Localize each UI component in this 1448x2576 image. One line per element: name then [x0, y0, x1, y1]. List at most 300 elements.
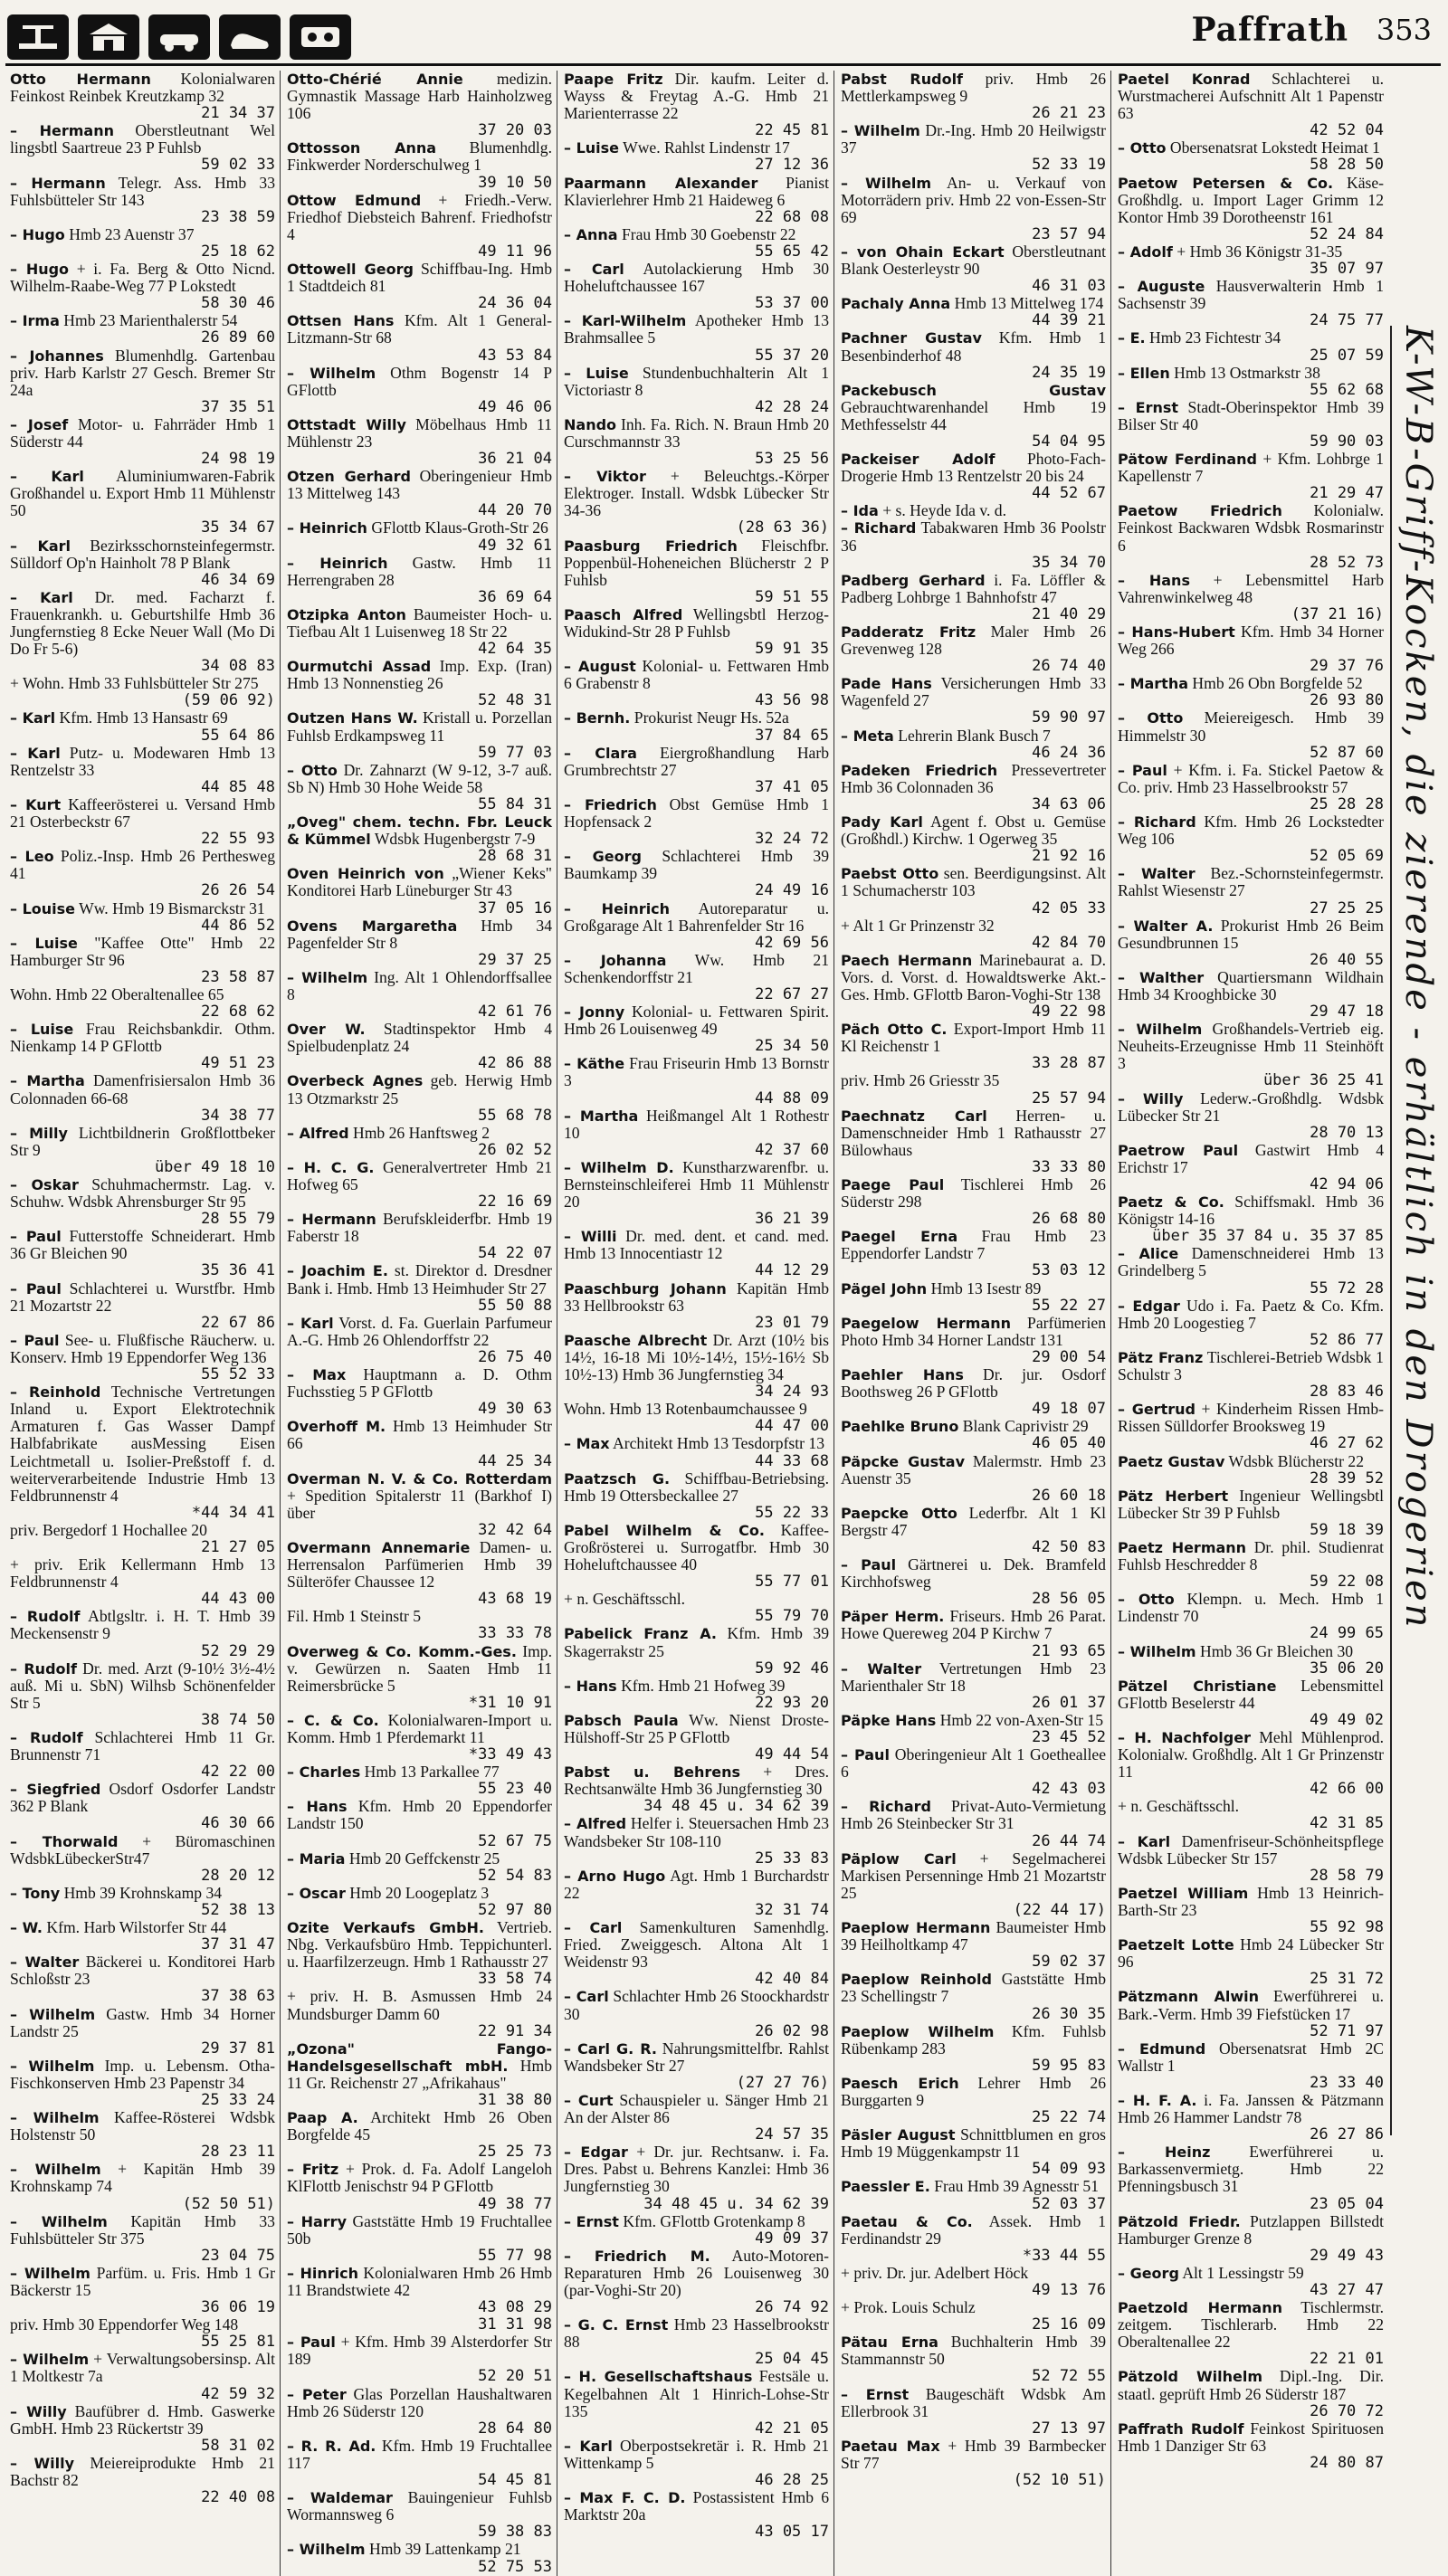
directory-entry	[841, 2178, 1106, 2212]
entry-name: – Hermann	[287, 1211, 376, 1229]
entry-details: Kfm. GFlottb Grotenkamp 8	[623, 2211, 805, 2230]
entry-details: Hmb 39 Krohnskamp 34	[63, 1883, 223, 1902]
entry-details: i. Fa. Janssen & Pätzmann Hmb 26 Hammer Landstr 78	[1118, 2090, 1384, 2127]
entry-name: – Karl	[287, 1314, 334, 1332]
phone-number: 28 55 79	[201, 1210, 275, 1229]
entry-details: Hauptmann a. D. Othm Fuchsstieg 5 P GFlottb	[287, 1365, 552, 1402]
entry-details: Damenfriseur-Schönheitspflege Wdsbk Lübecker Str 157	[1118, 1831, 1384, 1868]
phone-number: 33 33 80	[1032, 1157, 1106, 1176]
entry-name: – Peter	[287, 2385, 347, 2403]
directory-entry	[1118, 1021, 1384, 1089]
directory-entry	[564, 658, 829, 709]
entry-details: Stadt-Oberinspektor Hmb 39 Bilser Str 40	[1118, 397, 1384, 433]
phone-number: 52 54 83	[478, 1866, 552, 1885]
entry-name: Oven Heinrich von	[287, 865, 444, 883]
entry-details: Lederfbr. Alt 1 Kl Bergstr 47	[841, 1503, 1107, 1539]
directory-entry	[287, 468, 552, 519]
entry-details: Imp. v. Gewürzen n. Saaten Hmb 11 Reimersbrücke 5	[287, 1641, 552, 1695]
entry-details: Frau Reichsbankdir. Othm. Nienkamp 14 P GFlottb	[10, 1020, 275, 1056]
directory-entry	[10, 745, 275, 796]
directory-entry	[841, 1107, 1106, 1176]
entry-details: Vertrieb. Nbg. Verkaufsbüro Hmb. Teppichunterl. u. Haarfilzerzeugn. Hmb 1 Rathausstr 27	[287, 1918, 552, 1972]
entry-name: – Ellen	[1118, 364, 1170, 382]
phone-number: 23 04 75	[201, 2246, 275, 2265]
directory-entry	[564, 796, 829, 848]
entry-details: Tischlerei Hmb 26 Süderstr 298	[841, 1175, 1106, 1212]
entry-name: – H. Nachfolger	[1118, 1729, 1251, 1746]
directory-entry	[1118, 1488, 1384, 1539]
phone-number: 42 84 70	[1032, 933, 1106, 952]
phone-number: 42 37 60	[755, 1140, 829, 1159]
phone-number: 55 50 88	[478, 1296, 552, 1315]
directory-entry	[564, 1919, 829, 1988]
entry-name: – Ernst	[1118, 398, 1179, 416]
entry-details: Kfm. Hmb 39 Skagerrakstr 25	[564, 1624, 830, 1660]
phone-number: 25 33 24	[201, 2090, 275, 2109]
entry-details: Dr. med. dent. et cand. med. Hmb 13 Innocentiastr 12	[564, 1227, 829, 1263]
phone-number: (59 06 92)	[182, 691, 275, 710]
entry-name: – Willy	[1118, 1089, 1184, 1107]
entry-details: + Kfm. Hmb 39 Alsterdorfer Str 189	[287, 2333, 552, 2369]
phone-number: 23 05 04	[1310, 2194, 1384, 2213]
entry-name: Pätau Erna	[841, 2334, 938, 2352]
entry-name: Paesch Erich	[841, 2074, 959, 2092]
entry-details: Wohn. Hmb 22 Oberaltenallee 65	[10, 984, 224, 1003]
entry-details: Pianist Klavierlehrer Hmb 21 Haideweg 6	[564, 173, 829, 209]
phone-number: 25 33 83	[755, 1849, 829, 1868]
entry-details: Ingenieur Wellingsbtl Lübecker Str 39 P Fuhlsb	[1118, 1486, 1384, 1522]
entry-name: – Bernh.	[564, 709, 631, 727]
entry-name: – Walter	[10, 1953, 80, 1972]
phone-number: 28 58 79	[1310, 1866, 1384, 1885]
directory-entry	[1118, 502, 1384, 571]
entry-name: Ourmutchi Assad	[287, 658, 432, 676]
entry-name: – Edgar	[1118, 1297, 1180, 1315]
directory-entry	[10, 1332, 275, 1383]
entry-name: – Reinhold	[10, 1383, 101, 1402]
entry-name: – Rudolf	[10, 1729, 83, 1746]
entry-name: – Willi	[564, 1228, 617, 1246]
directory-entry	[564, 848, 829, 899]
entry-details: Mehl Mühlenprod. Kolonialw. Großhdlg. Alt 1 Gr Prinzenstr 11	[1118, 1728, 1384, 1782]
entry-name: – Curt	[564, 2091, 614, 2109]
phone-number: 42 22 00	[201, 1763, 275, 1782]
entry-details: Fil. Hmb 1 Steinstr 5	[287, 1607, 422, 1626]
directory-entry	[287, 2109, 552, 2161]
phone-number: 59 92 46	[755, 1659, 829, 1678]
directory-entry	[1118, 139, 1384, 174]
column-1	[7, 71, 281, 2576]
phone-number: 43 05 17	[755, 2523, 829, 2542]
phone-number: 49 46 06	[478, 397, 552, 416]
directory-entry	[564, 1678, 829, 1712]
entry-details: Tischlermstr. zeitgem. Tischlerarb. Hmb 22 Oberaltenallee 22	[1118, 2298, 1384, 2352]
entry-name: – Paul	[1118, 761, 1167, 779]
directory-entry	[1118, 1678, 1384, 1729]
directory-entry	[287, 606, 552, 658]
entry-name: Päch Otto C.	[841, 1021, 948, 1039]
directory-entry	[10, 1021, 275, 1072]
directory-entry	[841, 295, 1106, 329]
entry-name: Paasch Alfred	[564, 605, 683, 623]
entry-name: – Edmund	[1118, 2039, 1206, 2058]
phone-number: 55 64 86	[201, 726, 275, 745]
entry-details: Blumenhdlg. Gartenbau priv. Harb Karlstr 27 Gesch. Bremer Str 24a	[10, 346, 275, 399]
phone-number: 44 47 00	[755, 1417, 829, 1436]
directory-entry	[841, 2023, 1106, 2075]
directory-entry	[287, 416, 552, 468]
directory-entry	[841, 1660, 1106, 1712]
entry-details: „Wiener Keks" Konditorei Harb Lüneburger Str 43	[287, 864, 552, 900]
directory-entry	[564, 2248, 829, 2316]
entry-name: – Wilhelm	[841, 174, 932, 192]
entry-name: – Maria	[287, 1849, 346, 1868]
directory-entry	[841, 1608, 1106, 1659]
directory-entry	[10, 2109, 275, 2161]
phone-number: 53 03 12	[1032, 1261, 1106, 1280]
entry-name: Paechnatz Carl	[841, 1107, 987, 1125]
entry-details: Oberpostsekretär i. R. Hmb 21 Wittenkamp 5	[564, 2436, 829, 2472]
directory-entry	[841, 2265, 1106, 2299]
phone-number: 44 20 70	[478, 501, 552, 520]
directory-entry	[10, 848, 275, 899]
phone-number: 21 27 05	[201, 1537, 275, 1556]
entry-details: Dir. kaufm. Leiter d. Wayss & Freytag A.-G. Hmb 21 Marienterrasse 22	[564, 70, 829, 123]
entry-details: + priv. H. B. Asmussen Hmb 24 Mundsburger Damm 60	[287, 1987, 552, 2023]
entry-details: Obst Gemüse Hmb 1 Hopfensack 2	[564, 794, 829, 832]
entry-name: Pätzel Christiane	[1118, 1677, 1277, 1695]
directory-entry	[10, 796, 275, 848]
directory-entry	[841, 1556, 1106, 1608]
phone-number: 54 22 07	[478, 1244, 552, 1263]
directory-entry	[287, 969, 552, 1021]
entry-name: – Walter	[841, 1659, 922, 1678]
entry-name: Pätz Herbert	[1118, 1487, 1229, 1505]
phone-number: 24 36 04	[478, 294, 552, 313]
entry-details: Architekt Hmb 13 Tesdorpfstr 13	[613, 1434, 825, 1453]
entry-details: Baugeschäft Wdsbk Am Ellerbrook 31	[841, 2384, 1106, 2420]
entry-name: Paape Fritz	[564, 71, 663, 88]
entry-details: Kfm. Hmb 26 Lockstedter Weg 106	[1118, 813, 1385, 849]
entry-name: Paetzold Hermann	[1118, 2299, 1282, 2317]
phone-number: 49 49 02	[1310, 1710, 1384, 1729]
phone-number: 22 93 20	[755, 1693, 829, 1712]
directory-entry	[1118, 1193, 1384, 1245]
entry-name: – Arno Hugo	[564, 1867, 666, 1885]
entry-details: Schlachter Hmb 26 Stoockhardstr 30	[564, 1987, 829, 2023]
phone-number: (28 63 36)	[736, 518, 829, 537]
directory-entry	[287, 1608, 552, 1642]
entry-name: Overmann Annemarie	[287, 1538, 471, 1556]
phone-number: 42 40 84	[755, 1970, 829, 1989]
entry-details: Hmb 39 Lattenkamp 21	[369, 2540, 521, 2559]
directory-entry	[841, 813, 1106, 865]
directory-entry	[10, 2161, 275, 2212]
phone-number: 59 77 03	[478, 743, 552, 762]
phone-number: *33 44 55	[1022, 2246, 1106, 2265]
directory-entry	[1118, 1729, 1384, 1798]
entry-details: Festsäle u. Kegelbahnen Alt 1 Hinrich-Lohse-Str 135	[564, 2367, 829, 2420]
entry-details: Lehrer Hmb 26 Burggarten 9	[841, 2073, 1106, 2109]
entry-details: + Hmb 39 Barmbecker Str 77	[841, 2436, 1106, 2472]
entry-details: Autoreparatur u. Großgarage Alt 1 Bahrenfelder Str 16	[564, 898, 829, 935]
phone-number: 27 25 25	[1310, 898, 1384, 917]
phone-number: 26 01 37	[1032, 1693, 1106, 1712]
phone-number: 35 36 41	[201, 1261, 275, 1280]
entry-details: Architekt Hmb 26 Oben Borgfelde 45	[287, 2108, 552, 2144]
entry-name: – Wilhelm	[10, 2264, 90, 2282]
phone-number: 55 72 28	[1310, 1278, 1384, 1298]
phone-number: 53 25 56	[755, 450, 829, 469]
directory-entry	[1118, 1643, 1384, 1678]
phone-number: 46 31 03	[1032, 277, 1106, 296]
directory-entry	[564, 709, 829, 744]
phone-number: 59 91 35	[755, 640, 829, 659]
entry-details: Vertretungen Hmb 23 Marienthaler Str 18	[841, 1659, 1106, 1695]
entry-details: Oberingenieur Hmb 13 Mittelweg 143	[287, 467, 552, 503]
directory-entry	[841, 2386, 1106, 2438]
directory-entry	[10, 2006, 275, 2058]
phone-number: 59 18 39	[1310, 1520, 1384, 1539]
directory-entry	[564, 1435, 829, 1469]
entry-name: – Walter A.	[1118, 917, 1214, 935]
entry-details: priv. Bergedorf 1 Hochallee 20	[10, 1520, 207, 1539]
entry-name: – Alfred	[287, 1124, 349, 1142]
directory-entry	[564, 2438, 829, 2489]
phone-number: 34 48 45 u. 34 62 39	[643, 2194, 829, 2213]
phone-number: 22 67 27	[755, 984, 829, 1003]
entry-name: Pabst u. Behrens	[564, 1763, 741, 1782]
directory-entry	[564, 1625, 829, 1677]
entry-name: – Karl-Wilhelm	[564, 312, 687, 330]
entry-name: – Rudolf	[10, 1608, 81, 1626]
entry-name: Pabst Rudolf	[841, 71, 964, 88]
phone-number: 43 56 98	[755, 691, 829, 710]
phone-number: 36 21 39	[755, 1210, 829, 1229]
entry-details: Schlachterei Hmb 39 Baumkamp 39	[564, 847, 830, 883]
phone-number: 29 47 18	[1310, 1003, 1384, 1022]
page-title: Paffrath	[1191, 11, 1348, 49]
phone-number: 29 49 43	[1310, 2246, 1384, 2265]
entry-details: Kfm. Hmb 21 Hofweg 39	[621, 1676, 786, 1695]
entry-details: Kfm. Hmb 20 Eppendorfer Landstr 150	[287, 1797, 552, 1833]
entry-name: – Wilhelm	[287, 364, 376, 382]
phone-number: 49 22 98	[1032, 1003, 1106, 1022]
entry-name: Paebst Otto	[841, 865, 939, 883]
phone-number: 28 70 13	[1310, 1123, 1384, 1142]
entry-details: + priv. Dr. jur. Adelbert Höck	[841, 2263, 1029, 2282]
directory-entry	[10, 71, 275, 122]
entry-details: Kristall u. Porzellan Fuhlsb Erdkampsweg 11	[287, 708, 552, 745]
entry-details: + Kinderheim Rissen Hmb-Rissen Sülldorfer Brooksweg 19	[1118, 1400, 1385, 1436]
phone-number: 49 13 76	[1032, 2281, 1106, 2299]
directory-entry	[287, 709, 552, 761]
entry-details: Hmb 13 Heimhuder Str 66	[287, 1417, 553, 1453]
phone-number: 59 95 83	[1032, 2056, 1106, 2075]
entry-details: Samenkulturen Samenhdlg. Fried. Zweiggesch. Altona Alt 1 Weidenstr 93	[564, 1918, 829, 1972]
entry-name: – Ernst	[564, 2212, 619, 2230]
entry-name: Overbeck Agnes	[287, 1072, 424, 1090]
entry-details: Lichtbildnerin Großflottbeker Str 9	[10, 1123, 275, 1159]
entry-name: – Kurt	[10, 795, 62, 813]
phone-number: 25 04 45	[755, 2350, 829, 2369]
directory-entry	[841, 329, 1106, 381]
entry-name: – Paul	[841, 1746, 890, 1764]
entry-name: Paepcke Otto	[841, 1504, 957, 1522]
phone-number: 22 21 01	[1310, 2350, 1384, 2369]
directory-entry	[10, 312, 275, 347]
entry-name: Paasburg Friedrich	[564, 537, 738, 555]
entry-name: – Viktor	[564, 468, 646, 486]
entry-details: Kaffee-Großrösterei u. Surrogatfbr. Hmb 30 Hoheluftchaussee 40	[564, 1520, 829, 1574]
entry-details: Kolonialwaren Feinkost Reinbek Kreutzkamp 32	[10, 70, 275, 106]
directory-entry	[1118, 1401, 1384, 1452]
entry-details: Kapitän Hmb 33 Hellbrookstr 63	[564, 1278, 829, 1315]
entry-details: Bauingenieur Fuhlsb Wormannsweg 6	[287, 2488, 553, 2524]
directory-columns	[7, 70, 1388, 2576]
entry-name: – Wilhelm	[10, 2109, 100, 2127]
phone-number: 44 88 09	[755, 1088, 829, 1107]
entry-name: Otzen Gerhard	[287, 468, 411, 486]
phone-number: 59 90 03	[1310, 432, 1384, 451]
entry-details: + n. Geschäftsschl.	[564, 1590, 686, 1609]
entry-name: Paatzsch G.	[564, 1469, 671, 1488]
entry-details: Baufübrer d. Hmb. Gaswerke GmbH. Hmb 23 Rückertstr 39	[10, 2401, 275, 2438]
directory-entry	[564, 2040, 829, 2092]
directory-entry	[841, 1505, 1106, 1556]
entry-name: – von Ohain Eckart	[841, 242, 1005, 261]
directory-entry	[10, 1522, 275, 1556]
entry-name: Päpcke Gustav	[841, 1452, 966, 1470]
entry-details: Hmb 23 Auenstr 37	[69, 224, 195, 243]
phone-number: (52 50 51)	[182, 2194, 275, 2213]
directory-entry	[1118, 2265, 1384, 2299]
phone-number: 26 74 92	[755, 2298, 829, 2317]
phone-number: 24 99 65	[1310, 1624, 1384, 1643]
phone-number: 43 27 47	[1310, 2281, 1384, 2299]
phone-number: 55 65 42	[755, 242, 829, 261]
entry-details: Hmb 26 Hanftsweg 2	[353, 1123, 490, 1142]
directory-entry	[1118, 1936, 1384, 1988]
directory-entry	[287, 555, 552, 606]
entry-name: Pätzmann Alwin	[1118, 1988, 1259, 2006]
entry-details: Blank Caprivistr 29	[962, 1417, 1089, 1436]
phone-number: 52 24 84	[1310, 224, 1384, 243]
entry-name: – Louise	[10, 899, 76, 917]
phone-number: 26 93 80	[1310, 691, 1384, 710]
directory-entry	[10, 347, 275, 416]
entry-details: Tischlerei-Betrieb Wdsbk 1 Schulstr 3	[1118, 1347, 1384, 1384]
entry-name: – Heinz	[1118, 2143, 1211, 2162]
directory-entry	[841, 917, 1106, 952]
directory-entry	[1118, 71, 1384, 139]
entry-details: Gastwirt Hmb 4 Erichstr 17	[1118, 1140, 1385, 1176]
entry-details: + n. Geschäftsschl.	[1118, 1797, 1240, 1816]
directory-entry	[564, 416, 829, 468]
entry-name: Paech Hermann	[841, 951, 973, 969]
entry-name: Paarmann Alexander	[564, 174, 758, 192]
entry-name: Ottowell Georg	[287, 261, 414, 279]
directory-entry	[1118, 969, 1384, 1021]
entry-details: Bez.-Schornsteinfegermstr. Rahlst Wiesenstr 27	[1118, 864, 1384, 900]
phone-number: 52 29 29	[201, 1641, 275, 1660]
directory-entry	[841, 1176, 1106, 1228]
entry-name: – Paul	[287, 2334, 336, 2352]
phone-number: 23 58 87	[201, 967, 275, 986]
phone-number: 52 20 51	[478, 2367, 552, 2386]
directory-entry	[1118, 917, 1384, 969]
directory-entry	[841, 1280, 1106, 1315]
entry-details: Wdsbk Hugenbergstr 7-9	[374, 830, 536, 849]
entry-details: Agent f. Obst u. Gemüse (Großhdl.) Kirchw. 1 Ogerweg 35	[841, 813, 1106, 849]
entry-name: – H. Gesellschaftshaus	[564, 2368, 753, 2386]
entry-name: – Paul	[10, 1331, 60, 1349]
entry-details: + s. Heyde Ida v. d.	[882, 501, 1006, 520]
entry-name: – Wilhelm	[287, 968, 368, 986]
phone-number: 55 68 78	[478, 1106, 552, 1125]
entry-details: Schlachterei Hmb 11 Gr. Brunnenstr 71	[10, 1728, 276, 1764]
directory-entry	[287, 2438, 552, 2489]
entry-details: Ewerführerei u. Bark.-Verm. Hmb 39 Fiefstücken 17	[1118, 1987, 1384, 2023]
entry-details: Schlachterei u. Wurstfbr. Hmb 21 Mozartstr 22	[10, 1278, 275, 1315]
entry-details: Schiffbau-Betriebsing. Hmb 19 Ottersbeckallee 27	[564, 1469, 829, 1505]
phone-number: 22 16 69	[478, 1193, 552, 1212]
entry-name: Packebusch Gustav	[841, 381, 1106, 399]
phone-number: 37 31 47	[201, 1935, 275, 1954]
phone-number: 26 26 54	[201, 881, 275, 900]
entry-name: – Walter	[1118, 865, 1196, 883]
entry-details: + Segelmacherei Markisen Persenninge Hmb 21 Mozartstr 25	[841, 1849, 1106, 1902]
entry-name: – Alice	[1118, 1245, 1179, 1263]
entry-details: Blumenhdlg. Finkwerder Norderschulweg 1	[287, 138, 552, 175]
entry-name: – Hans	[287, 1798, 348, 1816]
phone-number: 31 31 98	[478, 2315, 552, 2334]
entry-details: Heißmangel Alt 1 Rothestr 10	[564, 1106, 830, 1142]
entry-name: – Heinrich	[287, 554, 388, 572]
entry-details: Vorst. d. Fa. Guerlain Parfumeur A.-G. Hmb 26 Ohlendorffstr 22	[287, 1313, 552, 1349]
phone-number: 54 04 95	[1032, 432, 1106, 451]
entry-details: Möbelhaus Hmb 11 Mühlenstr 23	[287, 414, 552, 451]
entry-details: Ww. Hmb 19 Bismarckstr 31	[79, 898, 265, 917]
entry-name: Ottstadt Willy	[287, 415, 406, 433]
phone-number: 54 45 81	[478, 2471, 552, 2490]
entry-name: – Waldemar	[287, 2489, 393, 2507]
entry-name: – Max	[564, 1435, 610, 1453]
directory-entry	[841, 952, 1106, 1021]
entry-details: Schuhmachermstr. Lag. v. Schuhw. Wdsbk Ahrensburger Str 95	[10, 1175, 275, 1212]
phone-number: 55 22 33	[755, 1503, 829, 1522]
entry-name: – Josef	[10, 415, 69, 433]
entry-details: Bäckerei u. Konditorei Harb Schloßstr 23	[10, 1953, 275, 1989]
directory-entry	[841, 1418, 1106, 1452]
entry-name: Ottsen Hans	[287, 312, 395, 330]
directory-entry	[10, 1125, 275, 1176]
directory-entry	[564, 1159, 829, 1228]
directory-entry	[1118, 623, 1384, 675]
directory-entry	[564, 2092, 829, 2143]
directory-entry	[10, 1660, 275, 1729]
directory-entry	[1118, 1090, 1384, 1142]
entry-details: Putzlappen Billstedt Hamburger Grenze 8	[1118, 2211, 1385, 2248]
directory-entry	[564, 2213, 829, 2248]
phone-number: *33 49 43	[468, 1745, 552, 1764]
phone-number: 21 92 16	[1032, 847, 1106, 866]
entry-name: Paegelow Hermann	[841, 1314, 1012, 1332]
entry-name: – Oscar	[287, 1884, 346, 1902]
entry-details: Kolonial- u. Fettwaren Hmb 6 Grabenstr 8	[564, 657, 829, 693]
directory-entry	[841, 243, 1106, 295]
entry-name: – Wilhelm	[841, 122, 920, 140]
